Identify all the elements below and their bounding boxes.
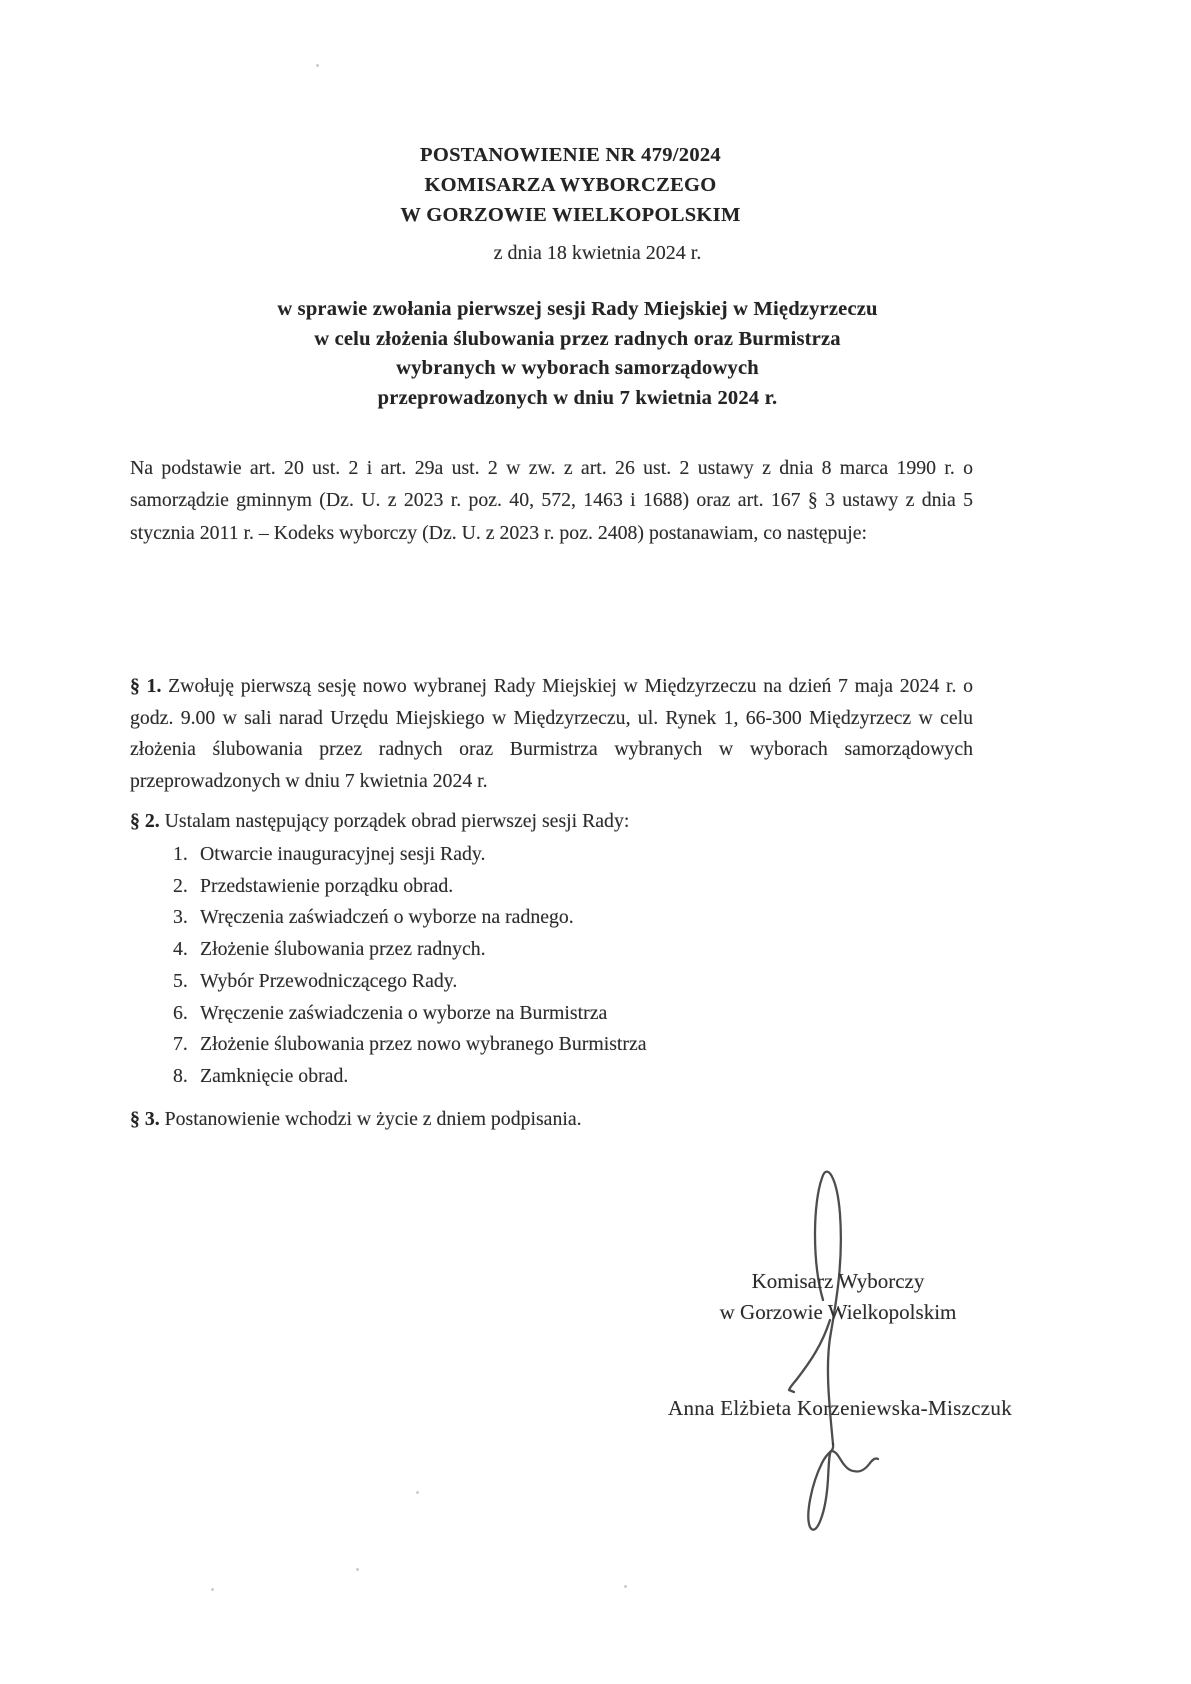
- agenda-item-2: [173, 871, 973, 903]
- section-1-paragraph: [130, 671, 973, 798]
- agenda-item-text: Otwarcie inauguracyjnej sesji Rady.: [200, 843, 486, 865]
- section-3-symbol: § 3.: [130, 1108, 160, 1130]
- section-3-text: Postanowienie wchodzi w życie z dniem podpisania.: [164, 1108, 582, 1130]
- document-title: [0, 140, 1166, 230]
- scan-speck: [624, 1585, 627, 1588]
- document-date: z dnia 18 kwietnia 2024 r.: [493, 242, 702, 264]
- title-line-3: W GORZOWIE WIELKOPOLSKIM: [400, 204, 741, 226]
- agenda-item-number: 2.: [173, 874, 188, 897]
- agenda-item-3: [173, 902, 973, 934]
- agenda-item-text: Zamknięcie obrad.: [200, 1064, 349, 1087]
- subject-line-1: w sprawie zwołania pierwszej sesji Rady Miejskiej w Międzyrzeczu: [277, 298, 878, 320]
- scan-speck: [211, 1588, 214, 1591]
- agenda-item-number: 1.: [173, 843, 188, 865]
- legal-basis-paragraph: Na podstawie art. 20 ust. 2 i art. 29a ust. 2 w zw. z art. 26 ust. 2 ustawy z dnia 8 marca 1990 r. o samorządzie gminnym (Dz. U. z 2023 r. poz. 40, 572, 1463 i 1688) oraz art. 167 § 3 ustawy z dnia 5 stycznia 2011 r. – Kodeks wyborczy (Dz. U. z 2023 r. poz. 2408) postanawiam, co następuje:: [130, 457, 973, 544]
- subject-line-2: w celu złożenia ślubowania przez radnych oraz Burmistrza: [314, 327, 841, 350]
- agenda-item-text: Wręczenia zaświadczeń o wyborze na radnego.: [200, 906, 574, 929]
- title-line-2: KOMISARZA WYBORCZEGO: [424, 174, 717, 196]
- section-2-heading: [130, 806, 973, 838]
- section-1-text: Zwołuję pierwszą sesję nowo wybranej Rady Miejskiej w Międzyrzeczu na dzień 7 maja 2024 r. o godz. 9.00 w sali narad Urzędu Miejskiego w Międzyrzeczu, ul. Rynek 1, 66-300 Międzyrzecz w celu złożenia ślubowania przez radnych oraz Burmistrza wybranych w wyborach samorządowych przeprowadzonych w dniu 7 kwietnia 2024 r.: [130, 675, 973, 793]
- subject-line-3: wybranych w wyborach samorządowych: [396, 357, 759, 380]
- agenda-item-number: 4.: [173, 938, 188, 961]
- agenda-item-number: 8.: [173, 1064, 188, 1087]
- agenda-item-6: [173, 998, 973, 1030]
- agenda-item-7: [173, 1029, 973, 1061]
- agenda-item-1: [173, 839, 973, 871]
- agenda-item-text: Złożenie ślubowania przez radnych.: [200, 938, 486, 961]
- subject-line-4: przeprowadzonych w dniu 7 kwietnia 2024 r.: [377, 386, 778, 409]
- section-2-symbol: § 2.: [130, 810, 160, 832]
- agenda-item-8: [173, 1061, 973, 1093]
- scan-speck: [316, 64, 319, 67]
- agenda-item-5: [173, 966, 973, 998]
- agenda-item-number: 6.: [173, 1001, 188, 1024]
- handwritten-signature: [760, 1155, 900, 1555]
- scan-speck: [416, 1491, 419, 1494]
- agenda-item-text: Przedstawienie porządku obrad.: [200, 874, 454, 897]
- signatory-name: Anna Elżbieta Korzeniewska-Miszczuk: [667, 1396, 1013, 1420]
- document-subject: [0, 295, 1173, 413]
- agenda-item-text: Wręczenie zaświadczenia o wyborze na Burmistrza: [200, 1001, 608, 1024]
- section-3-paragraph: [130, 1104, 973, 1136]
- agenda-item-number: 5.: [173, 969, 188, 992]
- agenda-item-text: Wybór Przewodniczącego Rady.: [200, 969, 458, 992]
- signature-role-line-1: Komisarz Wyborczy: [751, 1269, 925, 1293]
- section-1-symbol: § 1.: [130, 675, 162, 697]
- scan-speck: [356, 1568, 359, 1571]
- section-2-text: Ustalam następujący porządek obrad pierwszej sesji Rady:: [164, 810, 630, 832]
- agenda-item-text: Złożenie ślubowania przez nowo wybranego Burmistrza: [200, 1033, 647, 1056]
- agenda-item-number: 7.: [173, 1033, 188, 1056]
- agenda-list: [173, 839, 973, 1093]
- agenda-item-4: [173, 934, 973, 966]
- agenda-item-number: 3.: [173, 906, 188, 929]
- signature-role-line-2: w Gorzowie Wielkopolskim: [719, 1300, 957, 1324]
- title-line-1: POSTANOWIENIE NR 479/2024: [420, 144, 721, 166]
